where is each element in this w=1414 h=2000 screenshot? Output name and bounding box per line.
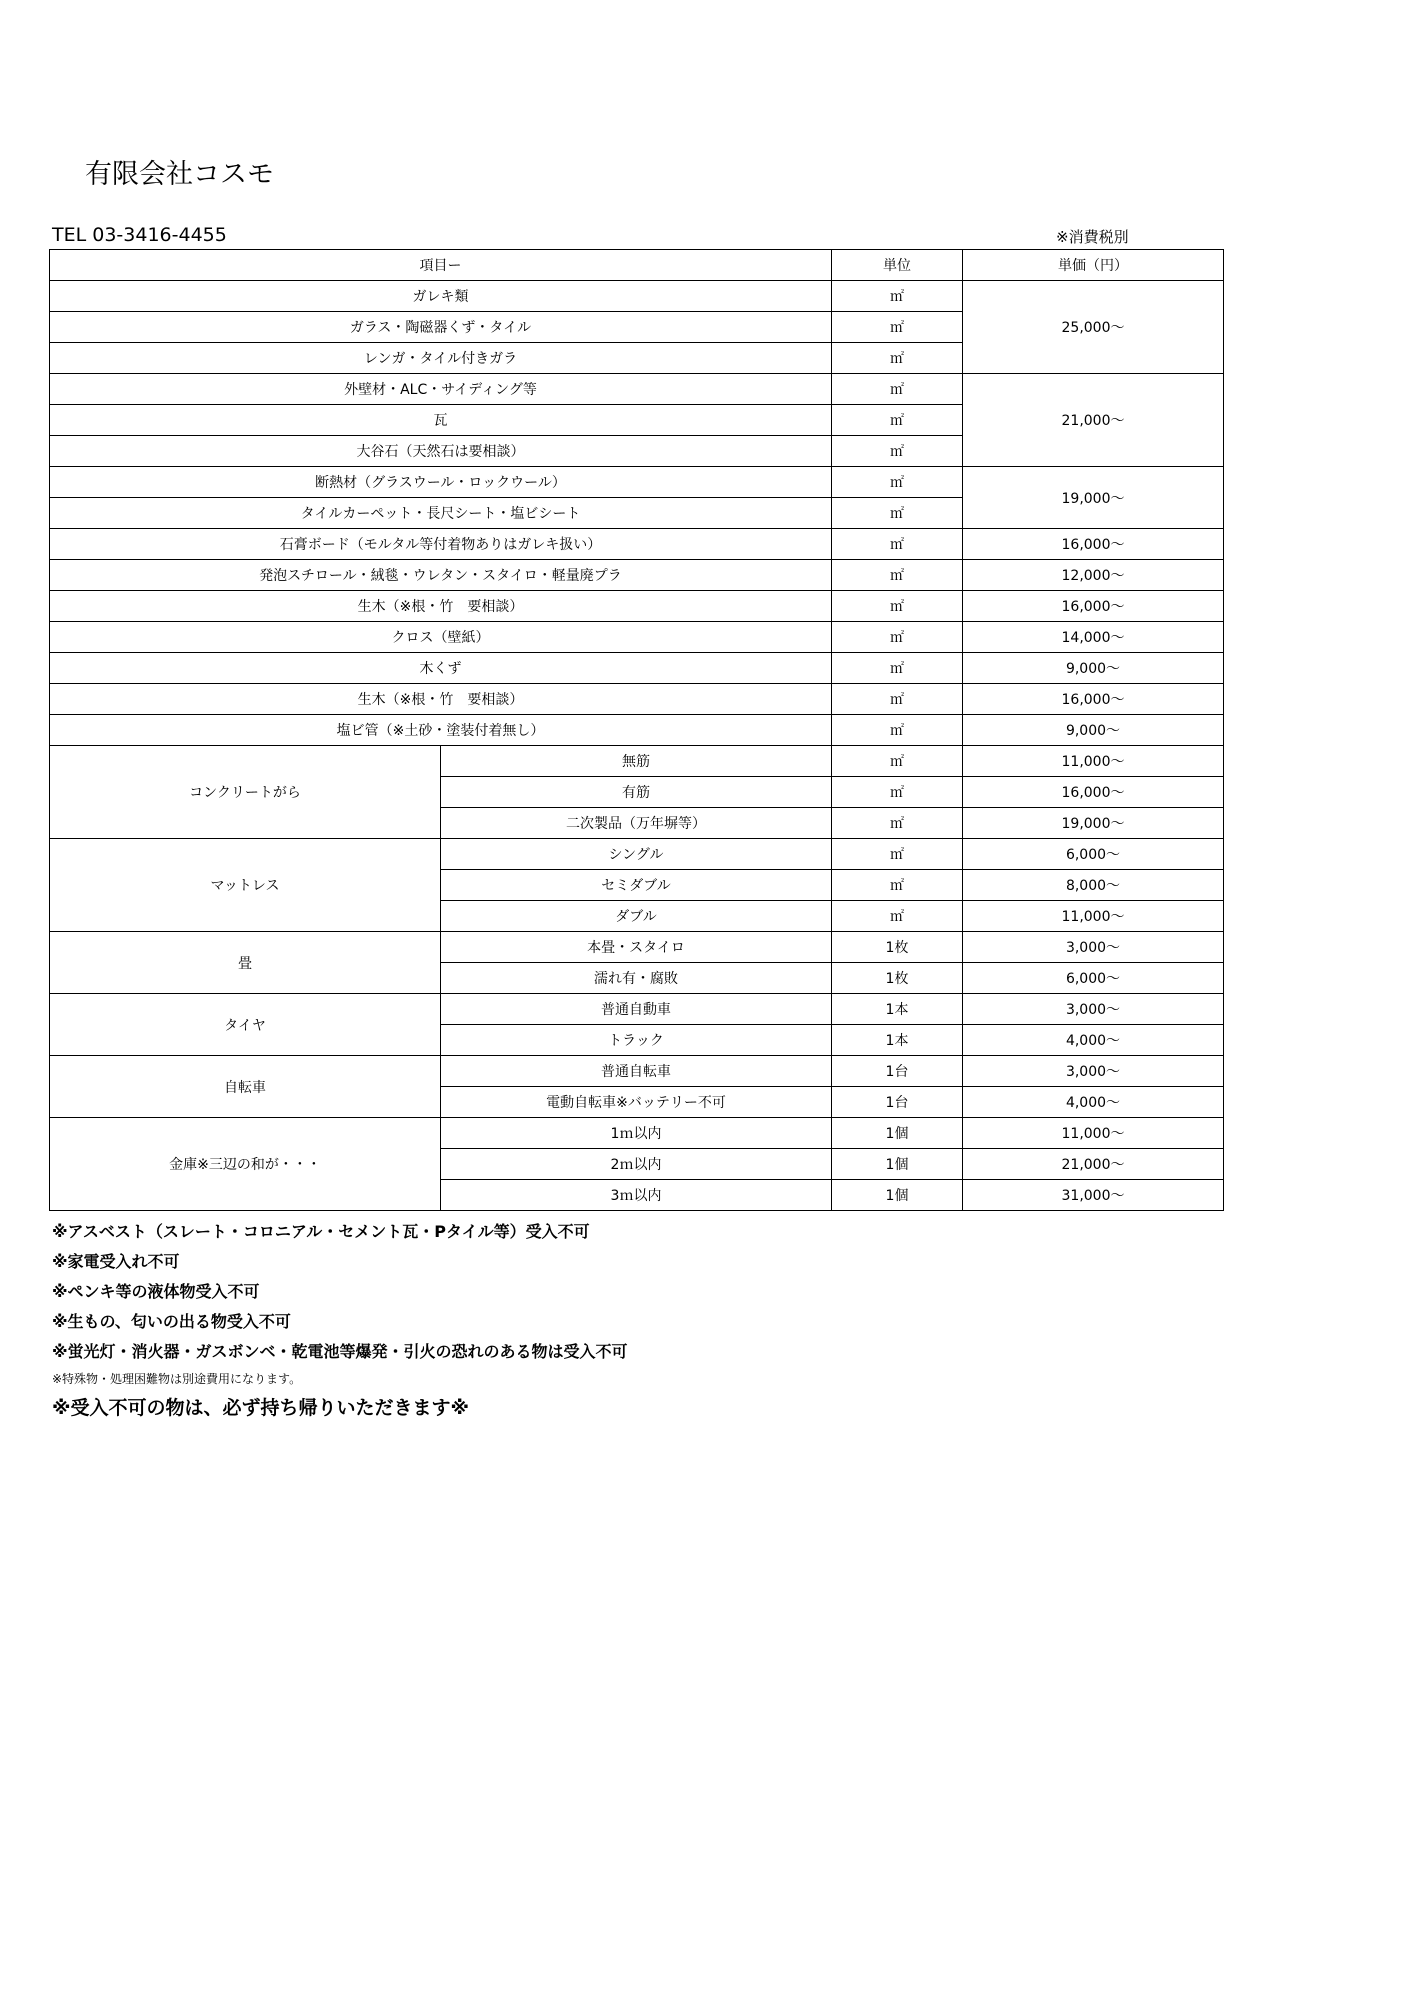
tax-note: ※消費税別: [1056, 228, 1129, 246]
price-cell: 3,000〜: [963, 994, 1224, 1025]
price-cell: 16,000〜: [963, 529, 1224, 560]
item-cell: レンガ・タイル付きガラ: [50, 343, 832, 374]
price-cell: 8,000〜: [963, 870, 1224, 901]
unit-cell: ㎡: [832, 281, 963, 312]
unit-cell: ㎡: [832, 715, 963, 746]
unit-cell: ㎡: [832, 498, 963, 529]
unit-cell: 1台: [832, 1056, 963, 1087]
category-cell: 畳: [50, 932, 441, 994]
item-cell: 生木（※根・竹 要相談）: [50, 591, 832, 622]
category-cell: タイヤ: [50, 994, 441, 1056]
subitem-cell: 電動自転車※バッテリー不可: [441, 1087, 832, 1118]
price-cell: 16,000〜: [963, 591, 1224, 622]
unit-cell: 1個: [832, 1118, 963, 1149]
phone-number: TEL 03-3416-4455: [52, 224, 227, 246]
item-cell: 瓦: [50, 405, 832, 436]
price-table: [49, 249, 1224, 1211]
item-cell: 大谷石（天然石は要相談）: [50, 436, 832, 467]
subitem-cell: 普通自転車: [441, 1056, 832, 1087]
note-appliances: ※家電受入れ不可: [52, 1252, 180, 1271]
item-cell: ガラス・陶磁器くず・タイル: [50, 312, 832, 343]
subitem-cell: 普通自動車: [441, 994, 832, 1025]
unit-cell: ㎡: [832, 436, 963, 467]
unit-cell: 1枚: [832, 932, 963, 963]
category-cell: コンクリートがら: [50, 746, 441, 839]
header-item: 項目ー: [50, 250, 832, 281]
header-price: 単価（円）: [963, 250, 1224, 281]
note-take-back: ※受入不可の物は、必ず持ち帰りいただきます※: [52, 1397, 469, 1419]
unit-cell: ㎡: [832, 901, 963, 932]
price-cell: 16,000〜: [963, 684, 1224, 715]
note-hazardous: ※蛍光灯・消火器・ガスボンベ・乾電池等爆発・引火の恐れのある物は受入不可: [52, 1342, 628, 1361]
subitem-cell: 濡れ有・腐敗: [441, 963, 832, 994]
price-cell: 14,000〜: [963, 622, 1224, 653]
unit-cell: ㎡: [832, 467, 963, 498]
table-row: [50, 529, 1224, 560]
table-row: [50, 746, 1224, 777]
unit-cell: ㎡: [832, 529, 963, 560]
unit-cell: ㎡: [832, 622, 963, 653]
table-row: [50, 281, 1224, 312]
table-row: [50, 715, 1224, 746]
price-cell: 31,000〜: [963, 1180, 1224, 1211]
price-cell: 11,000〜: [963, 746, 1224, 777]
price-cell: 16,000〜: [963, 777, 1224, 808]
subitem-cell: 本畳・スタイロ: [441, 932, 832, 963]
price-cell: 21,000〜: [963, 374, 1224, 467]
table-row: [50, 994, 1224, 1025]
unit-cell: ㎡: [832, 343, 963, 374]
unit-cell: 1本: [832, 994, 963, 1025]
subitem-cell: ダブル: [441, 901, 832, 932]
subitem-cell: 無筋: [441, 746, 832, 777]
category-cell: マットレス: [50, 839, 441, 932]
table-row: [50, 839, 1224, 870]
subitem-cell: セミダブル: [441, 870, 832, 901]
item-cell: 生木（※根・竹 要相談）: [50, 684, 832, 715]
price-cell: 19,000〜: [963, 467, 1224, 529]
unit-cell: ㎡: [832, 405, 963, 436]
table-row: [50, 467, 1224, 498]
subitem-cell: 2ｍ以内: [441, 1149, 832, 1180]
price-cell: 6,000〜: [963, 839, 1224, 870]
subitem-cell: 二次製品（万年塀等）: [441, 808, 832, 839]
table-row: [50, 653, 1224, 684]
price-cell: 4,000〜: [963, 1087, 1224, 1118]
table-row: [50, 591, 1224, 622]
unit-cell: ㎡: [832, 684, 963, 715]
category-cell: 金庫※三辺の和が・・・: [50, 1118, 441, 1211]
subitem-cell: 1ｍ以内: [441, 1118, 832, 1149]
table-row: [50, 1056, 1224, 1087]
price-cell: 9,000〜: [963, 715, 1224, 746]
table-row: [50, 684, 1224, 715]
unit-cell: ㎡: [832, 808, 963, 839]
subitem-cell: トラック: [441, 1025, 832, 1056]
note-special-items: ※特殊物・処理困難物は別途費用になります。: [52, 1372, 302, 1386]
item-cell: 石膏ボード（モルタル等付着物ありはガレキ扱い）: [50, 529, 832, 560]
price-cell: 6,000〜: [963, 963, 1224, 994]
subitem-cell: 3ｍ以内: [441, 1180, 832, 1211]
price-cell: 25,000〜: [963, 281, 1224, 374]
unit-cell: ㎡: [832, 312, 963, 343]
table-row: [50, 932, 1224, 963]
unit-cell: ㎡: [832, 591, 963, 622]
price-cell: 3,000〜: [963, 1056, 1224, 1087]
price-cell: 11,000〜: [963, 901, 1224, 932]
item-cell: 木くず: [50, 653, 832, 684]
item-cell: クロス（壁紙）: [50, 622, 832, 653]
price-cell: 11,000〜: [963, 1118, 1224, 1149]
unit-cell: ㎡: [832, 560, 963, 591]
category-cell: 自転車: [50, 1056, 441, 1118]
item-cell: 断熱材（グラスウール・ロックウール）: [50, 467, 832, 498]
subitem-cell: シングル: [441, 839, 832, 870]
notes-section: [52, 1217, 1352, 1425]
unit-cell: 1個: [832, 1149, 963, 1180]
unit-cell: ㎡: [832, 777, 963, 808]
table-row: [50, 622, 1224, 653]
table-row: [50, 560, 1224, 591]
unit-cell: 1枚: [832, 963, 963, 994]
item-cell: 発泡スチロール・絨毯・ウレタン・スタイロ・軽量廃プラ: [50, 560, 832, 591]
table-row: [50, 1118, 1224, 1149]
unit-cell: 1個: [832, 1180, 963, 1211]
price-cell: 19,000〜: [963, 808, 1224, 839]
unit-cell: ㎡: [832, 839, 963, 870]
price-cell: 12,000〜: [963, 560, 1224, 591]
unit-cell: ㎡: [832, 870, 963, 901]
note-liquids: ※ペンキ等の液体物受入不可: [52, 1282, 260, 1301]
company-name: 有限会社コスモ: [85, 159, 274, 190]
unit-cell: 1台: [832, 1087, 963, 1118]
item-cell: ガレキ類: [50, 281, 832, 312]
item-cell: 塩ビ管（※土砂・塗装付着無し）: [50, 715, 832, 746]
subitem-cell: 有筋: [441, 777, 832, 808]
header-unit: 単位: [832, 250, 963, 281]
note-asbestos: ※アスベスト（スレート・コロニアル・セメント瓦・Pタイル等）受入不可: [52, 1222, 590, 1241]
item-cell: 外壁材・ALC・サイディング等: [50, 374, 832, 405]
unit-cell: ㎡: [832, 746, 963, 777]
price-cell: 3,000〜: [963, 932, 1224, 963]
item-cell: タイルカーペット・長尺シート・塩ビシート: [50, 498, 832, 529]
table-header-row: [50, 250, 1224, 281]
unit-cell: 1本: [832, 1025, 963, 1056]
price-cell: 21,000〜: [963, 1149, 1224, 1180]
note-perishables: ※生もの、匂いの出る物受入不可: [52, 1312, 291, 1331]
price-cell: 4,000〜: [963, 1025, 1224, 1056]
table-row: [50, 374, 1224, 405]
price-cell: 9,000〜: [963, 653, 1224, 684]
unit-cell: ㎡: [832, 374, 963, 405]
unit-cell: ㎡: [832, 653, 963, 684]
